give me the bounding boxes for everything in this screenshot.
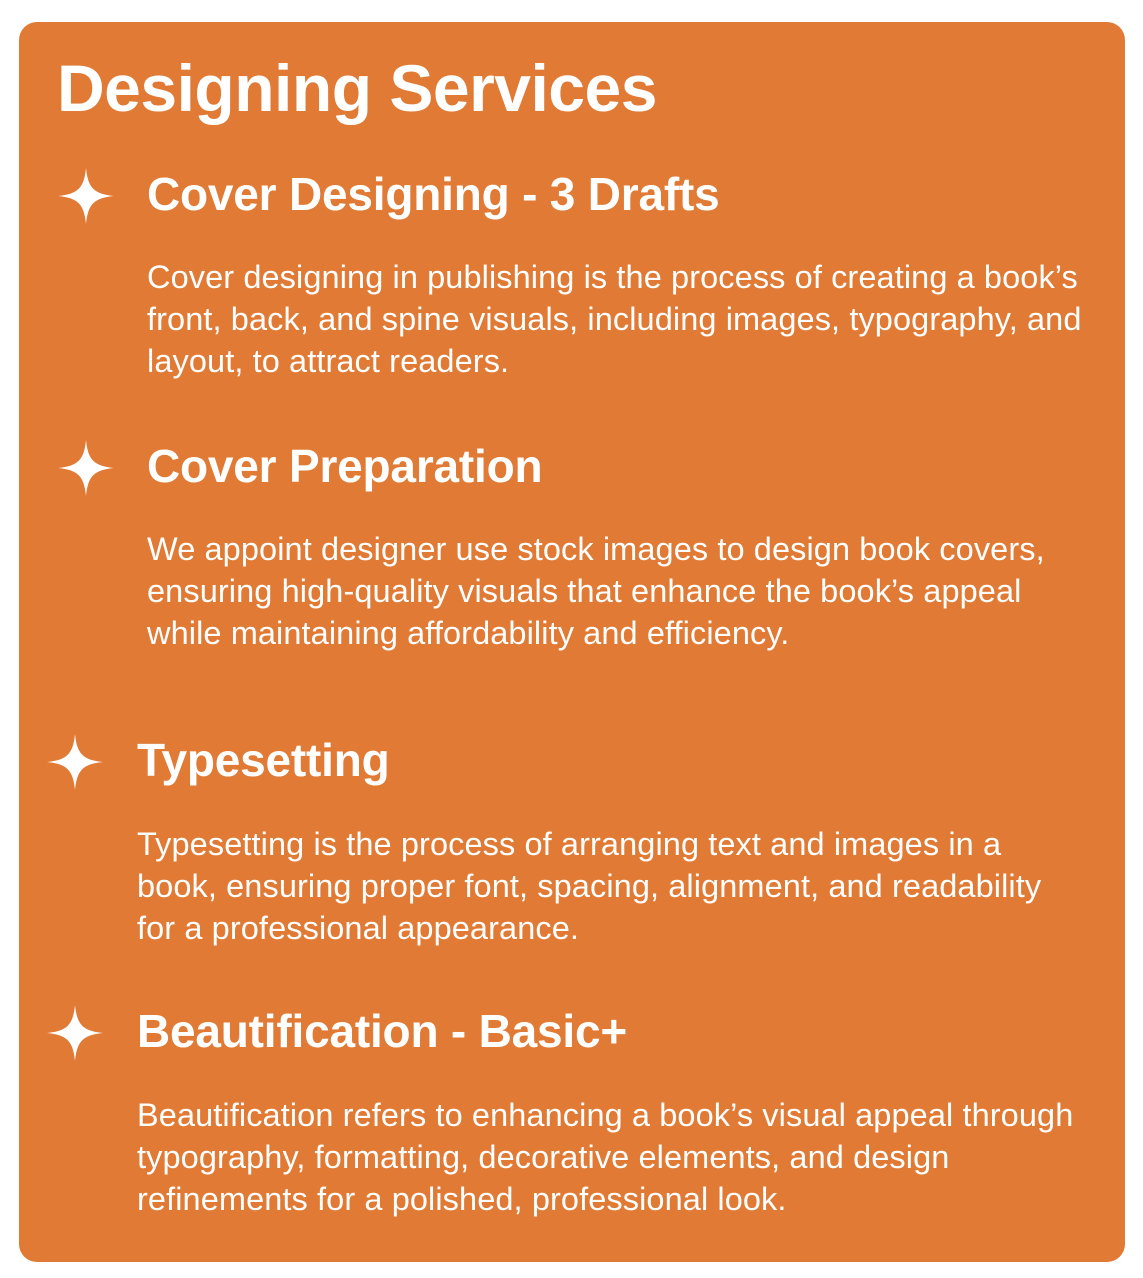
designing-services-card (19, 22, 1125, 1262)
page-title: Designing Services (57, 51, 657, 125)
service-description: Beautification refers to enhancing a book’s visual appeal through typography, formatting, decorative elements, and design refinements for a polished, professional look. (137, 1097, 1074, 1217)
sparkle-icon (56, 438, 116, 498)
service-title: Beautification - Basic+ (137, 1005, 628, 1057)
service-title: Cover Preparation (147, 440, 543, 492)
service-description: Typesetting is the process of arranging text and images in a book, ensuring proper font, spacing, alignment, and readability for a professional appearance. (137, 826, 1042, 946)
service-title: Typesetting (137, 734, 390, 786)
service-title: Cover Designing - 3 Drafts (147, 168, 720, 220)
sparkle-icon (45, 1003, 105, 1063)
sparkle-icon (45, 732, 105, 792)
sparkle-icon (56, 166, 116, 226)
service-description: We appoint designer use stock images to design book covers, ensuring high-quality visuals that enhance the book’s appeal while maintaining affordability and efficiency. (147, 531, 1045, 651)
service-description: Cover designing in publishing is the process of creating a book’s front, back, and spine visuals, including images, typography, and layout, to attract readers. (147, 259, 1082, 379)
